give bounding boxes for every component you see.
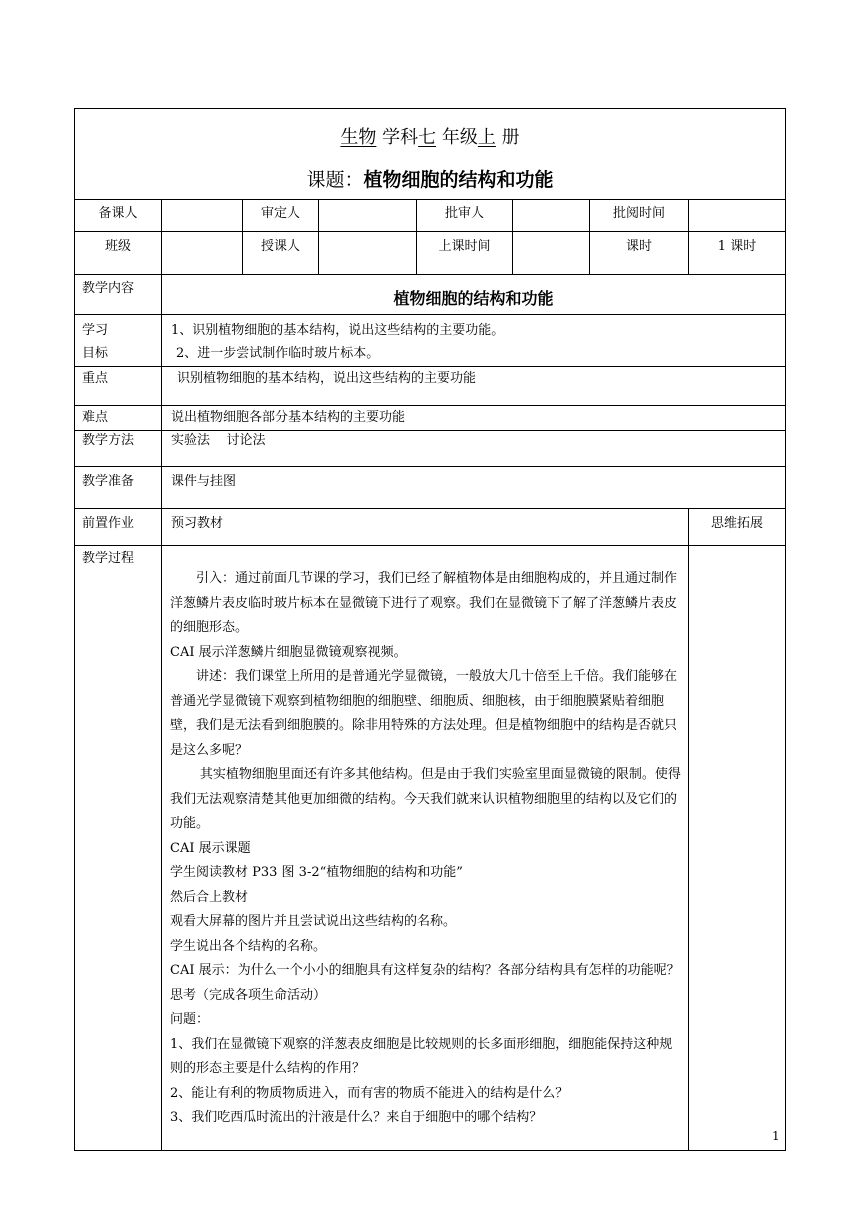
row-divider [75, 231, 785, 232]
process-paragraph: 学生阅读教材 P33 图 3-2“植物细胞的结构和功能” [170, 865, 463, 880]
row-divider [75, 314, 785, 315]
volume: 上 [477, 127, 496, 148]
goal-item: 1、识别植物细胞的基本结构，说出这些结构的主要功能。 [171, 323, 505, 338]
row-divider [75, 508, 785, 509]
process-paragraph: CAI 展示：为什么一个小小的细胞具有这样复杂的结构？各部分结构具有怎样的功能呢？ [170, 963, 680, 978]
class-time-label: 上课时间 [438, 239, 491, 254]
homework-value: 预习教材 [171, 516, 224, 531]
approver-label: 批审人 [444, 206, 484, 221]
difficulty-value: 说出植物细胞各部分基本结构的主要功能 [171, 410, 406, 425]
process-label: 教学过程 [82, 551, 135, 566]
process-text [170, 567, 683, 1131]
check-time-label: 批阅时间 [612, 206, 665, 221]
goal-item: 2、进一步尝试制作临时玻片标本。 [176, 346, 380, 361]
process-paragraph: 问题： [170, 1012, 210, 1027]
row-divider [75, 545, 785, 546]
period-value: 1 课时 [717, 239, 757, 254]
process-paragraph: 然后合上教材 [170, 889, 249, 905]
process-paragraph: CAI 展示洋葱鳞片细胞显微镜观察视频。 [170, 644, 407, 660]
grade-suffix: 年级 [441, 127, 478, 148]
row-divider [75, 366, 785, 367]
method-value: 实验法 讨论法 [171, 433, 266, 448]
volume-suffix: 册 [501, 127, 520, 148]
column-divider [512, 199, 513, 274]
row-divider [75, 199, 785, 200]
class-label: 班级 [104, 239, 131, 254]
process-paragraph: 2、能让有利的物质物质进入，而有害的物质不能进入的结构是什么？ [170, 1085, 569, 1101]
topic-title: 植物细胞的结构和功能 [363, 169, 554, 191]
method-label: 教学方法 [82, 433, 135, 448]
subject: 生物 [340, 127, 377, 148]
period-label: 课时 [625, 239, 652, 254]
process-paragraph: 观看大屏幕的图片并且尝试说出这些结构的名称。 [170, 914, 457, 929]
prep-value: 课件与挂图 [171, 474, 237, 489]
column-divider [688, 199, 689, 274]
row-divider [75, 430, 785, 431]
key-point-label: 重点 [82, 371, 109, 386]
process-paragraph: 引入：通过前面几节课的学习，我们已经了解植物体是由细胞构成的，并且通过制作洋葱鳞片表皮临时玻片标本在显微镜下进行了观察。我们在显微镜下了解了洋葱鳞片表皮的细胞形态。 [170, 571, 678, 635]
process-paragraph: 3、我们吃西瓜时流出的汁液是什么？来自于细胞中的哪个结构？ [170, 1110, 543, 1125]
process-paragraph: CAI 展示课题 [170, 840, 251, 856]
row-divider [75, 274, 785, 275]
goals-label-2: 目标 [82, 346, 109, 361]
row-divider [75, 405, 785, 406]
row-divider [75, 466, 785, 467]
process-paragraph: 1、我们在显微镜下观察的洋葱表皮细胞是比较规则的长多面形细胞，细胞能保持这种规则的形态主要是什么结构的作用？ [170, 1036, 673, 1076]
process-paragraph: 讲述：我们课堂上所用的是普通光学显微镜，一般放大几十倍至上千倍。我们能够在普通光学显微镜下观察到植物细胞的细胞壁、细胞质、细胞核，由于细胞膜紧贴着细胞壁，我们是无法看到细胞膜的。除非用特殊的方法处理。但是植物细胞中的结构是否就只是这么多呢？ [170, 669, 678, 758]
subject-suffix: 学科 [382, 127, 419, 148]
content-value: 植物细胞的结构和功能 [393, 289, 554, 308]
topic-label: 课题： [306, 169, 364, 191]
column-divider [318, 199, 319, 274]
content-label: 教学内容 [82, 281, 135, 296]
label-column-divider [161, 199, 162, 1150]
process-paragraph: 学生说出各个结构的名称。 [170, 938, 327, 954]
reviewer-label: 审定人 [260, 206, 300, 221]
mind-extension-label: 思维拓展 [710, 516, 763, 531]
difficulty-label: 难点 [82, 410, 109, 425]
lesson-plan-table [74, 108, 786, 1151]
page-number: 1 [772, 1129, 780, 1143]
teacher-label: 授课人 [260, 239, 300, 254]
preparer-label: 备课人 [98, 206, 138, 221]
process-paragraph: 其实植物细胞里面还有许多其他结构。但是由于我们实验室里面显微镜的限制。使得我们无法观察清楚其他更加细微的结构。今天我们就来认识植物细胞里的结构以及它们的功能。 [170, 767, 681, 831]
subject-grade-line [75, 123, 785, 149]
homework-label: 前置作业 [82, 516, 135, 531]
goals-label-1: 学习 [82, 323, 109, 338]
key-point-value: 识别植物细胞的基本结构，说出这些结构的主要功能 [177, 371, 477, 386]
side-column-divider [688, 508, 689, 1150]
topic-line [75, 165, 785, 192]
process-paragraph: 思考（完成各项生命活动） [170, 987, 327, 1003]
grade: 七 [418, 127, 437, 148]
prep-label: 教学准备 [82, 474, 135, 489]
